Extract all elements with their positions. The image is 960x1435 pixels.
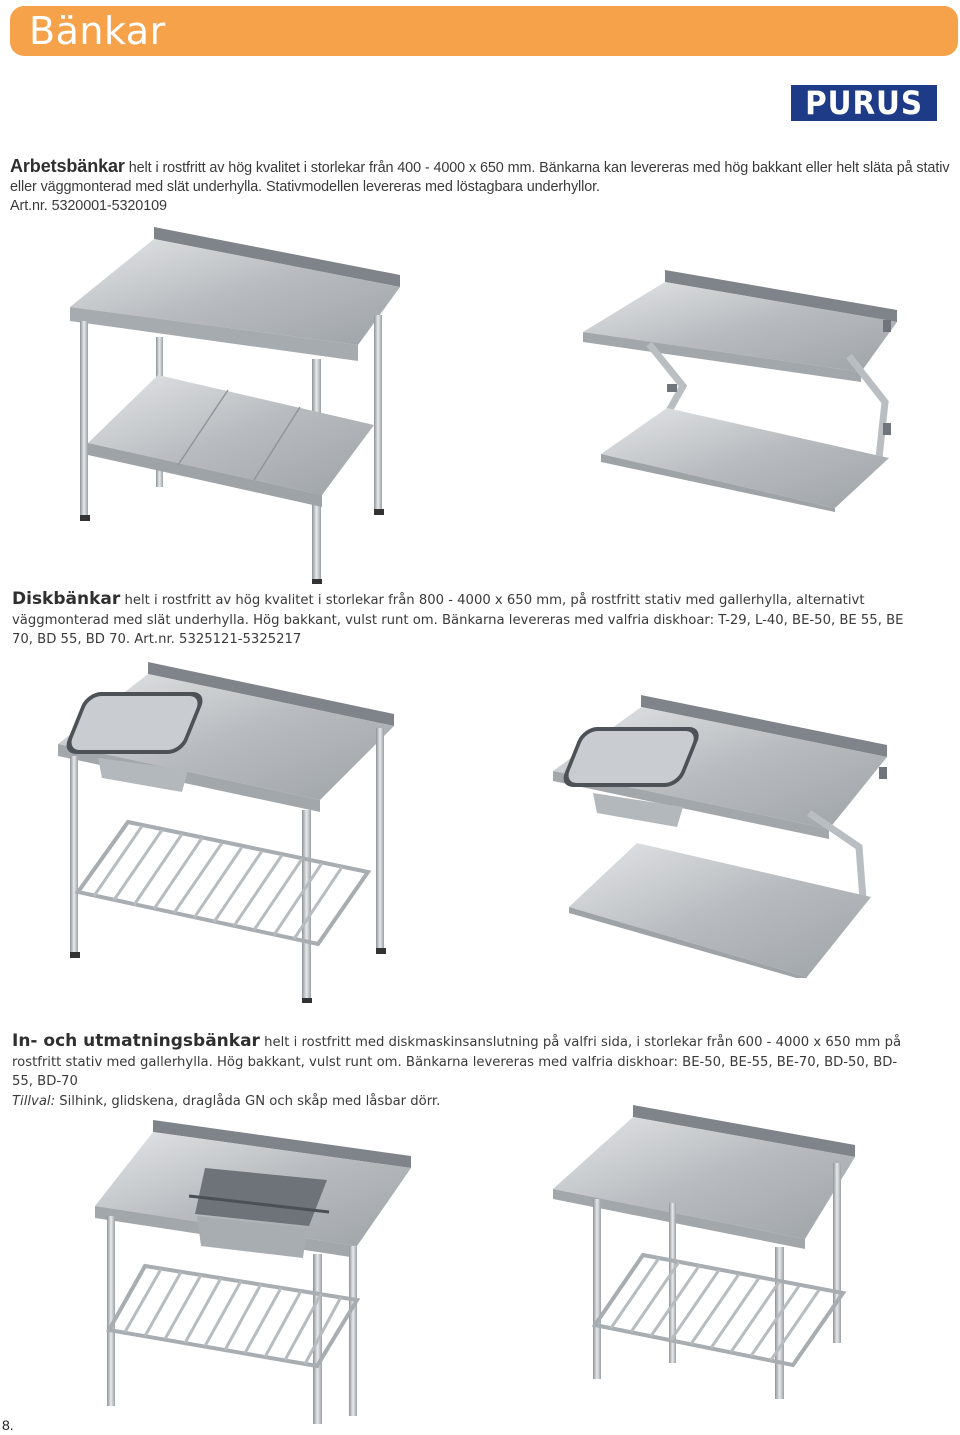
wall-mounted-table-image bbox=[583, 268, 903, 513]
section-diskbankar-text bbox=[12, 590, 912, 650]
work-table-stand-image bbox=[68, 225, 408, 585]
art-number: 5320001-5320109 bbox=[47, 198, 167, 214]
section-heading: In- och utmatningsbänkar bbox=[12, 1031, 260, 1051]
logo-text: PURUS bbox=[805, 84, 923, 122]
purus-logo bbox=[791, 85, 937, 121]
section-body: helt i rostfritt av hög kvalitet i storlekar från 400 - 4000 x 650 mm. Bänkarna kan levereras med hög bakkant eller helt släta på stativ eller väggmonterad med slät underhylla. Stativmodellen levereras med löstagbara underhyllor. bbox=[10, 160, 950, 195]
art-label: Art.nr. bbox=[10, 198, 48, 214]
page-header-bar bbox=[10, 6, 958, 56]
option-text: Silhink, glidskena, draglåda GN och skåp med låsbar dörr. bbox=[55, 1093, 441, 1109]
section-arbetsbankar-text bbox=[10, 157, 955, 216]
page-number: 8. bbox=[2, 1417, 14, 1433]
bench-grid-shelf-image bbox=[553, 1103, 863, 1403]
section-body: helt i rostfritt med diskmaskinsanslutning på valfri sida, i storlekar från 600 - 4000 x 650 mm på rostfritt stativ med gallerhylla. Hög bakkant, vulst runt om. Bänkarna levereras med valfria diskhoar: BE-50, BE-55, BE-70, BD-50, BD-55, BD-70 bbox=[12, 1035, 902, 1089]
section-in-utmatningsbankar-text bbox=[12, 1032, 912, 1111]
art-number: 5325121-5325217 bbox=[174, 632, 302, 647]
dishwasher-inlet-bench-image bbox=[95, 1118, 415, 1430]
option-label: Tillval: bbox=[12, 1093, 56, 1109]
art-label: Art.nr. bbox=[134, 632, 175, 647]
sink-bench-stand-image bbox=[58, 660, 398, 1005]
section-heading: Diskbänkar bbox=[12, 589, 121, 609]
wall-mounted-sink-bench-image bbox=[553, 693, 893, 978]
section-body: helt i rostfritt av hög kvalitet i storlekar från 800 - 4000 x 650 mm, på rostfritt stativ med gallerhylla, alternativt väggmonterad med slät underhylla. Hög bakkant, vulst runt om. Bänkarna levereras med valfria diskhoar: T-29, L-40, BE-50, BE 55, BE 70, BD 55, BD 70. bbox=[12, 593, 904, 647]
section-heading: Arbetsbänkar bbox=[10, 156, 125, 176]
page-title: Bänkar bbox=[29, 9, 166, 53]
